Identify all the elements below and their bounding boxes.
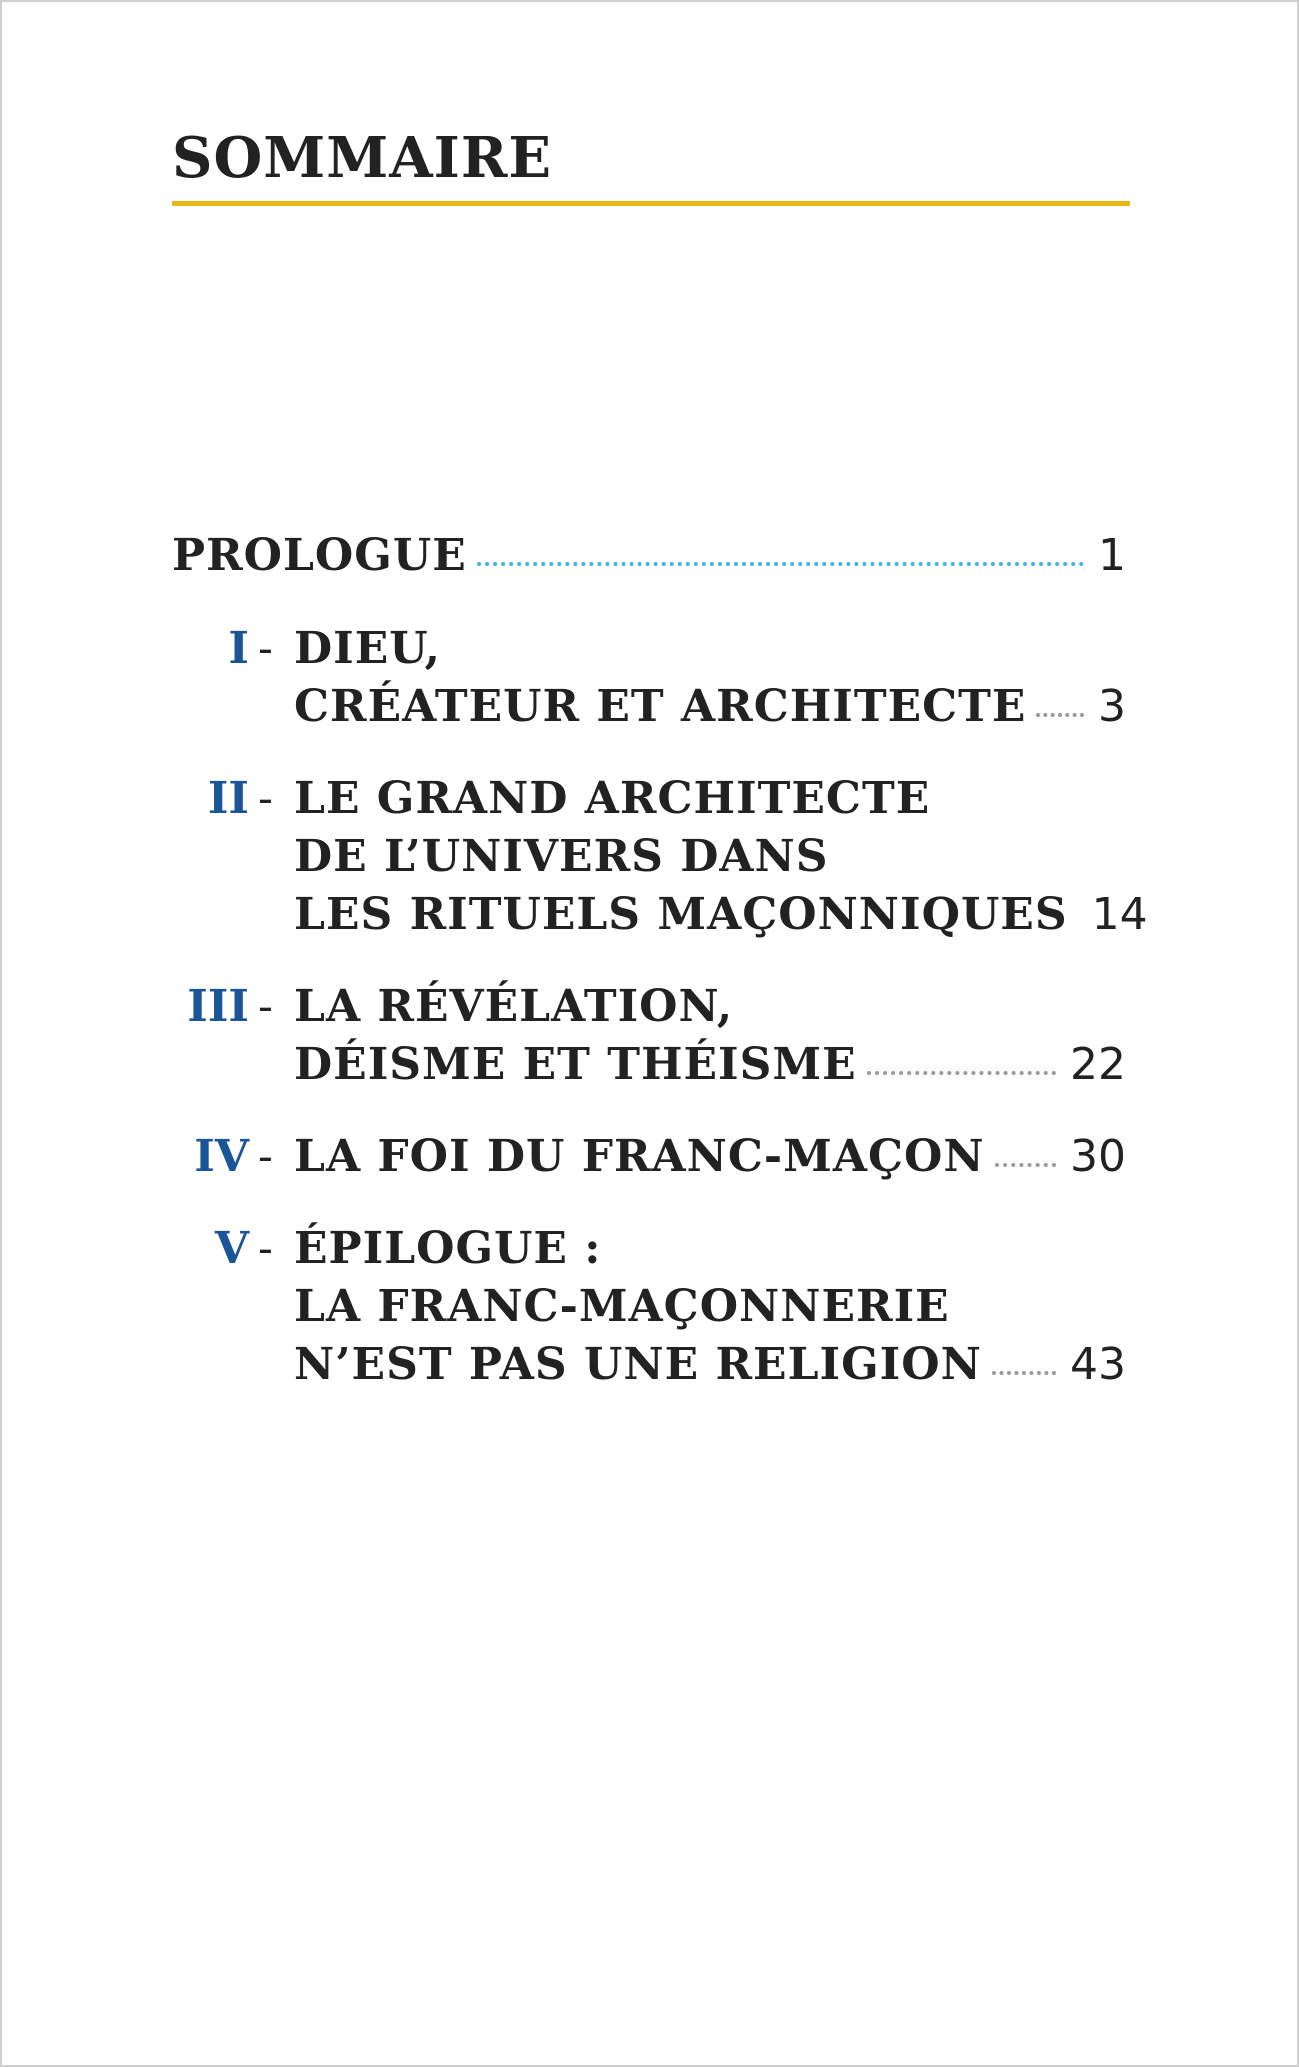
toc-entry-last-line xyxy=(294,886,1148,944)
toc-page-number: 22 xyxy=(1070,1039,1126,1090)
chapter-numeral: II xyxy=(207,773,249,824)
toc-page-number: 14 xyxy=(1091,889,1148,940)
toc-page-number: 30 xyxy=(1070,1131,1126,1182)
toc-entry-title: PROLOGUE xyxy=(172,530,467,581)
toc-entry-last-line xyxy=(294,678,1126,736)
dot-leader xyxy=(995,1163,1056,1167)
toc-entry-last-line xyxy=(294,1336,1126,1394)
toc-entry-title-line: DIEU, xyxy=(294,623,441,674)
toc-entry-title-line: DÉISME ET THÉISME xyxy=(294,1039,857,1090)
numeral-separator: - xyxy=(258,1131,273,1182)
dot-leader xyxy=(477,562,1084,566)
dot-leader xyxy=(992,1371,1056,1375)
chapter-numeral: IV xyxy=(194,1131,249,1182)
toc-page-number: 1 xyxy=(1098,530,1126,581)
numeral-separator: - xyxy=(258,981,273,1032)
toc-entry-title-line: DE L’UNIVERS DANS xyxy=(294,831,829,882)
numeral-separator: - xyxy=(258,773,273,824)
dot-leader xyxy=(867,1071,1056,1075)
toc-entry-last-line xyxy=(172,527,1126,585)
toc-entry-title-line: CRÉATEUR ET ARCHITECTE xyxy=(294,681,1027,732)
toc-entry-title-line: LA FRANC-MAÇONNERIE xyxy=(294,1281,950,1332)
dot-leader xyxy=(1036,713,1084,717)
toc-entry-title-line: LE GRAND ARCHITECTE xyxy=(294,773,931,824)
chapter-numeral: I xyxy=(228,623,249,674)
toc-entry-last-line xyxy=(294,1128,1126,1186)
numeral-separator: - xyxy=(258,1223,273,1274)
toc-entry-title-line: LA RÉVÉLATION, xyxy=(294,981,734,1032)
numeral-separator: - xyxy=(258,623,273,674)
toc-page-number: 3 xyxy=(1098,681,1126,732)
chapter-numeral: V xyxy=(214,1223,249,1274)
toc-entry-title-line: LA FOI DU FRANC-MAÇON xyxy=(294,1131,985,1182)
chapter-numeral: III xyxy=(187,981,249,1032)
page-title: SOMMAIRE xyxy=(172,125,553,191)
title-rule xyxy=(172,201,1130,206)
toc-page-number: 43 xyxy=(1070,1339,1126,1390)
toc-entry-title-line: LES RITUELS MAÇONNIQUES xyxy=(294,889,1068,940)
toc-entry-title-line: N’EST PAS UNE RELIGION xyxy=(294,1339,982,1390)
toc-entry-last-line xyxy=(294,1036,1126,1094)
toc-entry-title-line: ÉPILOGUE : xyxy=(294,1223,602,1274)
